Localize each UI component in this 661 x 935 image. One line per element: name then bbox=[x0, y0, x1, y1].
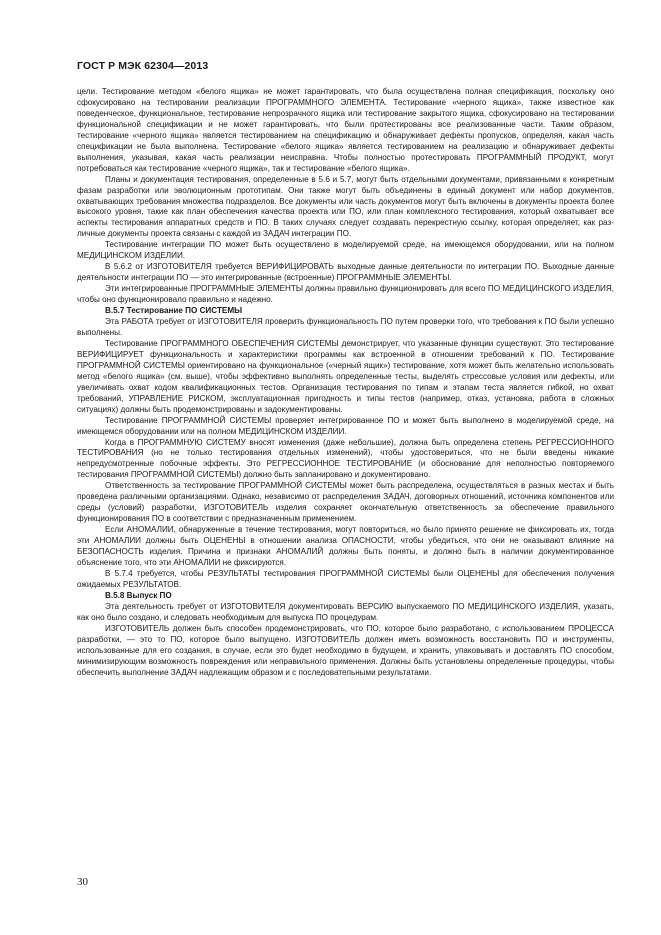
standard-header: ГОСТ Р МЭК 62304—2013 bbox=[77, 60, 209, 72]
paragraph-integration-env: Тестирование интеграции ПО может быть осуществлено в моделируемой среде, на имеющемся оборудовании, или на полном МЕДИЦИНСКОМ ИЗДЕЛИИ. bbox=[77, 240, 614, 261]
paragraph-regression: Когда в ПРОГРАММНУЮ СИСТЕМУ вносят изменения (даже небольшие), должна быть определена степень РЕГРЕССИОННОГО ТЕСТИРОВАНИЯ (но не только тестирования отдельных изменений), чтобы удостовериться, что не были введены никакие непредусмотренные побочные эффекты. Это РЕГРЕССИОННОЕ ТЕСТИРОВАНИЕ (и обоснование для неполностью повторяемого тестирования ПРОГРАММНОЙ СИСТЕМЫ) должно быть запланировано и документировано. bbox=[77, 437, 614, 480]
paragraph-integrated-elements: Эти интегрированные ПРОГРАММНЫЕ ЭЛЕМЕНТЫ должны правильно функционировать для всего ПО МЕДИЦИНСКОГО ИЗДЕЛИЯ, чтобы оно функционировало правильно и надежно. bbox=[77, 284, 614, 305]
paragraph-responsibility: Ответственность за тестирование ПРОГРАММНОЙ СИСТЕМЫ может быть распределена, осуществляться в разных местах и быть проведена различными организациями. Однако, независимо от распределения ЗАДАЧ, договорных отношений, источника компонентов или среды (условий) разработки, ИЗГОТОВИТЕЛЬ изделия сохраняет окончательную ответственность за обеспечение правильного функционирования ПО в соответствии с предназначенным применением. bbox=[77, 481, 614, 524]
page-number: 30 bbox=[77, 876, 88, 888]
paragraph-release-procedures: ИЗГОТОВИТЕЛЬ должен быть способен продемонстрировать, что ПО, которое было разработано, с использованием ПРОЦЕССА разработки, — это то ПО, которое было выпущено. ИЗГОТОВИТЕЛЬ должен иметь возможность восстановить ПО и инструменты, использованные для его создания, в случае, если это будет необходимо в будущем, и хранить, упаковывать и доставлять ПО способом, минимизирующим возможность повреждения или неправильного применения. Должны быть установлены определенные процедуры, чтобы обеспечить выполнение ЗАДАЧ надлежащим образом и с последовательными результатами. bbox=[77, 623, 614, 677]
paragraph-continuation: цели. Тестирование методом «белого ящика» не может гарантировать, что была осуществлена полная спецификация, поскольку оно сфокусировано на тестировании реализации ПРОГРАММНОГО ЭЛЕМЕНТА. Тестирование «черного ящика», также известное как поведенческое, функциональное, тестирование непрозрачного ящика или тестирование закрытого ящика, сфокусировано на тестировании функциональной спецификации и не может гарантировать, что были протестированы все реализованные части. Таким образом, тестирование «черного ящика» является тестированием на спецификацию и обнаруживает дефекты пропусков, определяя, какая часть спецификации не была выполнена. Тестирование «белого ящика» является тестированием на реализацию и обнаруживает дефекты выполнения, указывая, какая часть реализации неисправна. Чтобы полностью протестировать ПРОГРАММНЫЙ ПРОДУКТ, могут потребоваться как тестирование «черного ящика», так и тестирование «белого ящика». bbox=[77, 87, 614, 173]
paragraph-system-env: Тестирование ПРОГРАММНОЙ СИСТЕМЫ проверяет интегрированное ПО и может быть выполнено в моделируемой среде, на имеющемся оборудовании или на полном МЕДИЦИНСКОМ ИЗДЕЛИИ. bbox=[77, 415, 614, 436]
section-heading-b57: В.5.7 Тестирование ПО СИСТЕМЫ bbox=[105, 306, 243, 316]
paragraph-system-work: Эта РАБОТА требует от ИЗГОТОВИТЕЛЯ проверить функциональность ПО путем проверки того, что требования к ПО были успешно выполнены. bbox=[77, 317, 614, 337]
paragraph-system-testing: Тестирование ПРОГРАММНОГО ОБЕСПЕЧЕНИЯ СИСТЕМЫ демонстрирует, что указанные функции существуют. Это тестирование ВЕРИФИЦИРУЕТ функциональность и характеристики программы как встроенной в отношении требований к ПО. Тестирование ПРОГРАММНОЙ СИСТЕМЫ ориентировано на функциональное («черный ящик») тестирование, хотя может быть желательно использовать метод «белого ящика» (см. выше), чтобы эффективно выполнять определенные тесты, выделять стрессовые условия или дефекты, или увеличивать охват кодом квалификационных тестов. Организация тестирования по типам и этапам теста является гибкой, но охват требований, УПРАВЛЕНИЕ РИСКОМ, эксплуатационная пригодность и типы тестов (например, отказ, установка, работа в сложных ситуациях) должны быть продемонстрированы и задокументированы. bbox=[77, 338, 614, 414]
section-heading-b58: В.5.8 Выпуск ПО bbox=[105, 590, 172, 600]
paragraph-5-6-2: В 5.6.2 от ИЗГОТОВИТЕЛЯ требуется ВЕРИФИЦИРОВАТЬ выходные данные деятельности по интеграции ПО. Выходные данные деятельности интеграции ПО — это интегрированные (встроенные) ПРОГРАММНЫЕ ЭЛЕМЕНТЫ. bbox=[77, 262, 614, 283]
document-body bbox=[77, 87, 614, 678]
paragraph-release-version: Эта деятельность требует от ИЗГОТОВИТЕЛЯ документировать ВЕРСИЮ выпускаемого ПО МЕДИЦИНСКОГО ИЗДЕЛИЯ, указать, как оно было создано, и следовать необходимым для выпуска ПО процедурам. bbox=[77, 601, 614, 622]
paragraph-test-plans: Планы и документация тестирования, определенные в 5.6 и 5.7, могут быть отдельными документами, привязанными к конкретным фазам разработки или эволюционным прототипам. Они также могут быть объединены в единый документ или набор документов, охватывающих требования множества подразделов. Все документы или часть документов могут быть включены в документы проекта более высокого уровня, такие как план обеспечения качества проекта или ПО, или план комплексного тестирования, который охватывает все аспекты тестирования аппаратных средств и ПО. В таких случаях следует создавать перекрестную ссылку, которая определяет, как различные документы проекта связаны с каждой из ЗАДАЧ интеграции ПО. bbox=[77, 174, 614, 239]
paragraph-anomalies: Если АНОМАЛИИ, обнаруженные в течение тестирования, могут повториться, но было принято решение не фиксировать их, тогда эти АНОМАЛИИ должны быть ОЦЕНЕНЫ в отношении анализа ОПАСНОСТИ, чтобы убедиться, что они не оказывают влияние на БЕЗОПАСНОСТЬ изделия. Причина и признаки АНОМАЛИЙ должны быть поняты, и должно быть в наличии документированное объяснение того, что эти АНОМАЛИИ не фиксируются. bbox=[77, 525, 614, 567]
paragraph-5-7-4: В 5.7.4 требуется, чтобы РЕЗУЛЬТАТЫ тестирования ПРОГРАММНОЙ СИСТЕМЫ были ОЦЕНЕНЫ для обеспечения получения ожидаемых РЕЗУЛЬТАТОВ. bbox=[77, 568, 614, 589]
